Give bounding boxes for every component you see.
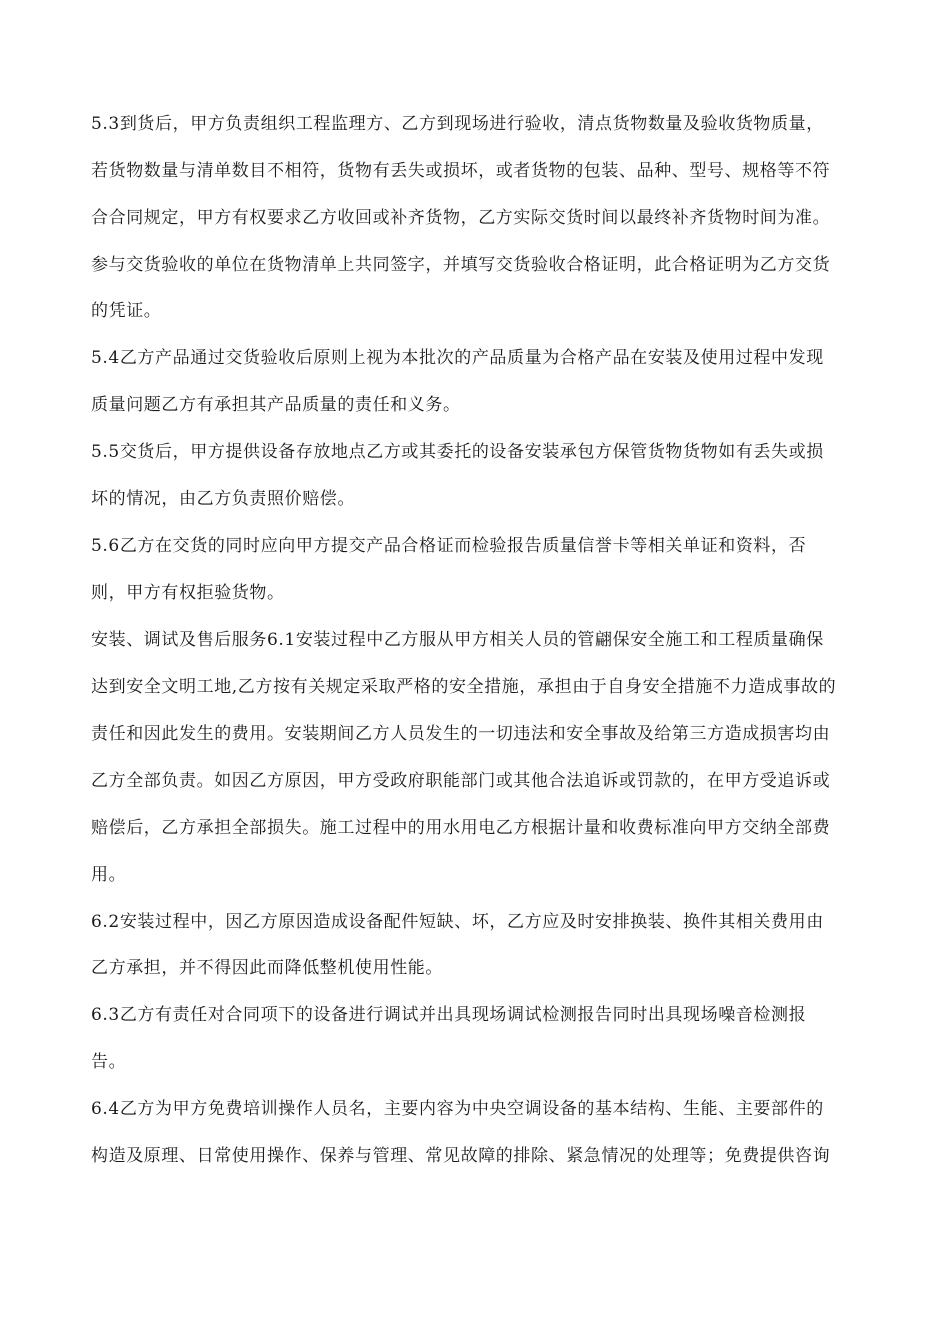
- text-line: 坏的情况，由乙方负责照价赔偿。: [91, 489, 355, 509]
- text-line: 若货物数量与清单数目不相符，货物有丢失或损坏，或者货物的包装、品种、型号、规格等不符: [91, 161, 831, 181]
- text-line: 5.6乙方在交货的同时应向甲方提交产品合格证而检验报告质量信誉卡等相关单证和资料，否: [91, 536, 807, 556]
- text-line: 质量问题乙方有承担其产品质量的责任和义务。: [91, 395, 461, 415]
- text-line: 6.2安装过程中，因乙方原因造成设备配件短缺、坏，乙方应及时安排换装、换件其相关费用由: [91, 912, 824, 932]
- text-line: 用。: [91, 865, 127, 885]
- text-line: 则，甲方有权拒验货物。: [91, 583, 285, 603]
- text-line: 达到安全文明工地,乙方按有关规定采取严格的安全措施，承担由于自身安全措施不力造成事故的: [91, 677, 837, 697]
- text-line: 合合同规定，甲方有权要求乙方收回或补齐货物，乙方实际交货时间以最终补齐货物时间为准。: [91, 208, 831, 228]
- text-line: 构造及原理、日常使用操作、保养与管理、常见故障的排除、紧急情况的处理等；免费提供咨询: [91, 1146, 831, 1166]
- text-line: 5.4乙方产品通过交货验收后原则上视为本批次的产品质量为合格产品在安装及使用过程中发现: [91, 348, 824, 368]
- text-line: 安装、调试及售后服务6.1安装过程中乙方服从甲方相关人员的管翩保安全施工和工程质量确保: [91, 630, 824, 650]
- text-line: 告。: [91, 1052, 127, 1072]
- text-line: 乙方承担，并不得因此而降低整机使用性能。: [91, 958, 443, 978]
- text-line: 5.3到货后，甲方负责组织工程监理方、乙方到现场进行验收，清点货物数量及验收货物质量，: [91, 114, 824, 134]
- text-line: 6.4乙方为甲方免费培训操作人员名，主要内容为中央空调设备的基本结构、生能、主要部件的: [91, 1099, 824, 1119]
- text-line: 的凭证。: [91, 301, 162, 321]
- text-line: 6.3乙方有责任对合同项下的设备进行调试并出具现场调试检测报告同时出具现场噪音检测报: [91, 1005, 807, 1025]
- text-line: 赔偿后，乙方承担全部损失。施工过程中的用水用电乙方根据计量和收费标准向甲方交纳全部费: [91, 818, 831, 838]
- text-line: 责任和因此发生的费用。安装期间乙方人员发生的一切违法和安全事故及给第三方造成损害均由: [91, 724, 831, 744]
- text-line: 参与交货验收的单位在货物清单上共同签字，并填写交货验收合格证明，此合格证明为乙方交货: [91, 255, 831, 275]
- text-line: 5.5交货后，甲方提供设备存放地点乙方或其委托的设备安装承包方保管货物货物如有丢失或损: [91, 442, 824, 462]
- text-line: 乙方全部负责。如因乙方原因，甲方受政府职能部门或其他合法追诉或罚款的，在甲方受追诉或: [91, 771, 831, 791]
